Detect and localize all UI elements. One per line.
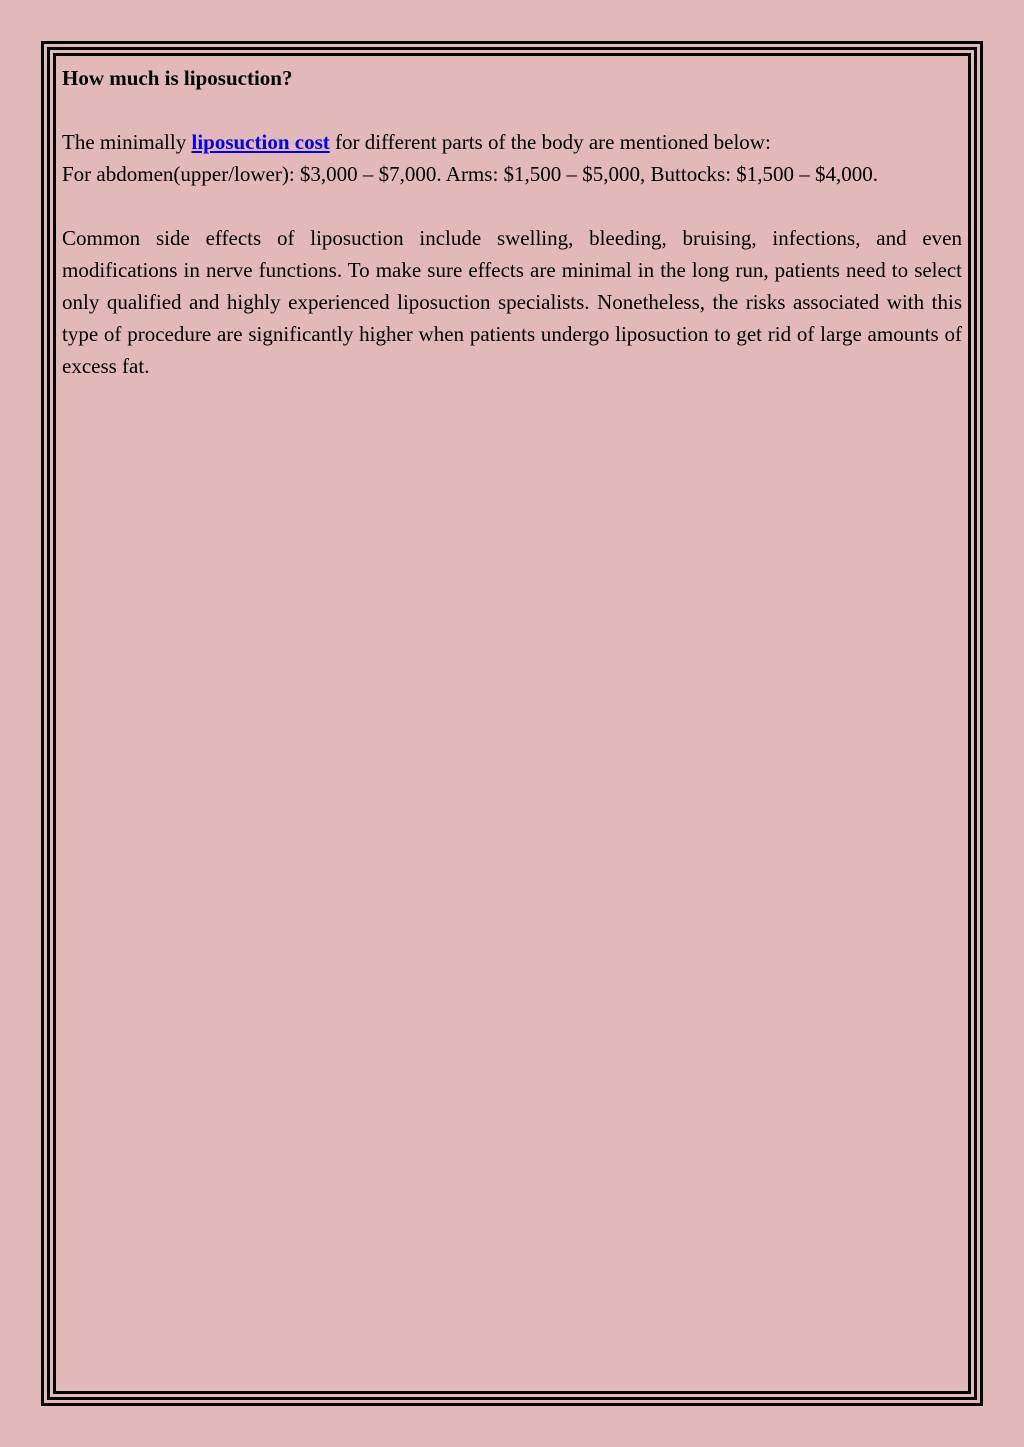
intro-paragraph bbox=[62, 126, 962, 190]
intro-text-after-link: for different parts of the body are mentioned below: bbox=[329, 130, 771, 154]
prices-text: For abdomen(upper/lower): $3,000 – $7,000. Arms: $1,500 – $5,000, Buttocks: $1,500 – $4,000. bbox=[62, 162, 879, 186]
page-title: How much is liposuction? bbox=[62, 66, 293, 90]
document-body bbox=[62, 62, 962, 414]
intro-text-before-link: The minimally bbox=[62, 130, 192, 154]
side-effects-paragraph: Common side effects of liposuction include swelling, bleeding, bruising, infections, and even modifications in nerve functions. To make sure effects are minimal in the long run, patients need to select only qualified and highly experienced liposuction specialists. Nonetheless, the risks associated with this type of procedure are significantly higher when patients undergo liposuction to get rid of large amounts of excess fat. bbox=[62, 226, 962, 378]
liposuction-cost-link[interactable]: liposuction cost bbox=[191, 130, 330, 154]
